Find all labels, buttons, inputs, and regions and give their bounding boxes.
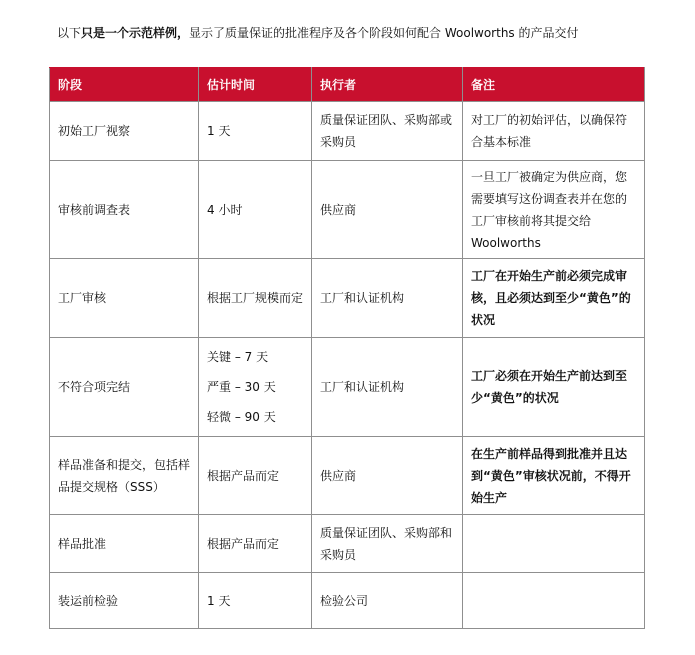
table-row [50,437,645,515]
note-cell: 在生产前样品得到批准并且达到“黄色”审核状况前，不得开始生产 [463,437,645,515]
intro-emphasis: 只是一个示范样例， [81,26,190,40]
header-stage: 阶段 [50,68,199,102]
header-executor: 执行者 [312,68,463,102]
executor-cell: 质量保证团队、采购部和采购员 [312,515,463,573]
executor-cell: 检验公司 [312,573,463,629]
stage-cell: 装运前检验 [50,573,199,629]
header-notes: 备注 [463,68,645,102]
intro-paragraph [57,24,579,42]
note-cell [463,515,645,573]
time-item-major: 严重 – 30 天 [207,380,276,394]
executor-cell: 供应商 [312,161,463,259]
time-cell: 根据产品而定 [199,437,312,515]
table-header-row [50,68,645,102]
header-estimated-time: 估计时间 [199,68,312,102]
executor-cell: 工厂和认证机构 [312,259,463,338]
stage-cell: 样品准备和提交，包括样品提交规格（SSS） [50,437,199,515]
table-row [50,102,645,161]
time-cell [199,338,312,437]
stage-cell: 样品批准 [50,515,199,573]
note-cell: 工厂在开始生产前必须完成审核，且必须达到至少“黄色”的状况 [463,259,645,338]
executor-cell: 供应商 [312,437,463,515]
time-item-minor: 轻微 – 90 天 [207,410,276,424]
stage-cell: 审核前调查表 [50,161,199,259]
time-item-critical: 关键 – 7 天 [207,350,269,364]
time-cell: 根据产品而定 [199,515,312,573]
table-row [50,515,645,573]
note-cell: 工厂必须在开始生产前达到至少“黄色”的状况 [463,338,645,437]
time-cell: 4 小时 [199,161,312,259]
intro-prefix: 以下 [57,26,82,40]
time-cell: 根据工厂规模而定 [199,259,312,338]
stage-cell: 初始工厂视察 [50,102,199,161]
table-row [50,338,645,437]
table-row [50,161,645,259]
executor-cell: 工厂和认证机构 [312,338,463,437]
stage-cell: 不符合项完结 [50,338,199,437]
executor-cell: 质量保证团队、采购部或采购员 [312,102,463,161]
qa-approval-table [49,67,645,629]
table-row [50,573,645,629]
note-cell: 对工厂的初始评估，以确保符合基本标准 [463,102,645,161]
intro-suffix: 显示了质量保证的批准程序及各个阶段如何配合 Woolworths 的产品交付 [189,26,579,40]
stage-cell: 工厂审核 [50,259,199,338]
table-row [50,259,645,338]
time-cell: 1 天 [199,102,312,161]
note-cell [463,573,645,629]
note-cell: 一旦工厂被确定为供应商，您需要填写这份调查表并在您的工厂审核前将其提交给 Woolworths [463,161,645,259]
time-cell: 1 天 [199,573,312,629]
